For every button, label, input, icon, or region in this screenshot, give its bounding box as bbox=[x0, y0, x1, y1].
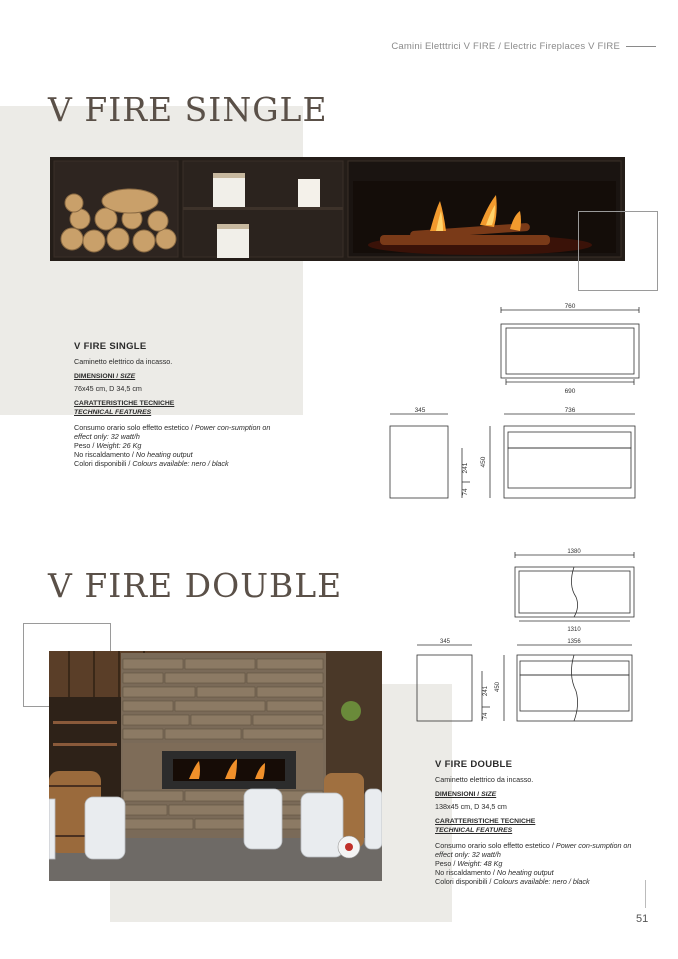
single-spec-block bbox=[74, 342, 274, 468]
single-dim-h-base: 74 bbox=[462, 488, 469, 496]
single-tech-label-en: TECHNICAL FEATURES bbox=[74, 409, 152, 416]
single-accent-frame bbox=[578, 211, 658, 291]
double-colors: Colori disponibili / Colours available: nero / black bbox=[435, 877, 590, 886]
double-dim-h-base: 74 bbox=[483, 712, 489, 720]
single-title: V FIRE SINGLE bbox=[48, 90, 328, 129]
double-subtitle: Caminetto elettrico da incasso. bbox=[435, 775, 534, 784]
single-technical-drawing bbox=[380, 298, 650, 508]
single-dim-w-top: 760 bbox=[564, 303, 576, 310]
single-dim-w-front: 690 bbox=[564, 388, 576, 395]
double-dim-depth: 345 bbox=[439, 639, 451, 645]
single-consumption: Consumo orario solo effetto estetico / Power con-sumption on effect only: 32 watt/h bbox=[74, 423, 271, 441]
page-number: 51 bbox=[636, 913, 649, 925]
single-size: 76x45 cm, D 34,5 cm bbox=[74, 384, 142, 393]
single-product-photo bbox=[50, 157, 625, 261]
double-title: V FIRE DOUBLE bbox=[48, 566, 343, 605]
double-dim-w-side: 1356 bbox=[567, 639, 581, 645]
single-weight: Peso / Weight: 26 Kg bbox=[74, 441, 142, 450]
double-technical-drawing bbox=[410, 545, 650, 727]
single-dim-w-side: 736 bbox=[564, 407, 576, 414]
single-heating: No riscaldamento / No heating output bbox=[74, 450, 193, 459]
double-heating: No riscaldamento / No heating output bbox=[435, 868, 554, 877]
single-dim-label: DIMENSIONI / SIZE bbox=[74, 373, 136, 380]
double-dim-h-inner: 241 bbox=[483, 685, 489, 697]
single-dim-depth: 345 bbox=[414, 407, 426, 414]
double-consumption: Consumo orario solo effetto estetico / Power con-sumption on effect only: 32 watt/h bbox=[435, 841, 632, 859]
header-rule bbox=[626, 46, 656, 47]
double-size: 138x45 cm, D 34,5 cm bbox=[435, 802, 507, 811]
double-dim-w-top: 1380 bbox=[567, 549, 581, 555]
page-number-rule bbox=[645, 880, 646, 908]
double-dim-label: DIMENSIONI / SIZE bbox=[435, 791, 497, 798]
double-name: V FIRE DOUBLE bbox=[435, 759, 513, 770]
double-tech-label-en: TECHNICAL FEATURES bbox=[435, 827, 513, 834]
single-colors: Colori disponibili / Colours available: nero / black bbox=[74, 459, 229, 468]
double-tech-label-it: CARATTERISTICHE TECNICHE bbox=[435, 818, 536, 825]
double-dim-w-front: 1310 bbox=[567, 627, 581, 633]
single-dim-h-inner: 241 bbox=[462, 462, 469, 474]
single-dim-h-total: 450 bbox=[480, 456, 487, 468]
double-spec-block bbox=[435, 760, 635, 886]
single-subtitle: Caminetto elettrico da incasso. bbox=[74, 357, 173, 366]
double-dim-h-total: 450 bbox=[495, 681, 501, 693]
double-product-photo bbox=[49, 651, 382, 881]
single-name: V FIRE SINGLE bbox=[74, 341, 147, 352]
single-tech-label-it: CARATTERISTICHE TECNICHE bbox=[74, 400, 175, 407]
page-header: Camini Eletttrici V FIRE / Electric Fireplaces V FIRE bbox=[391, 41, 620, 52]
double-weight: Peso / Weight: 48 Kg bbox=[435, 859, 503, 868]
